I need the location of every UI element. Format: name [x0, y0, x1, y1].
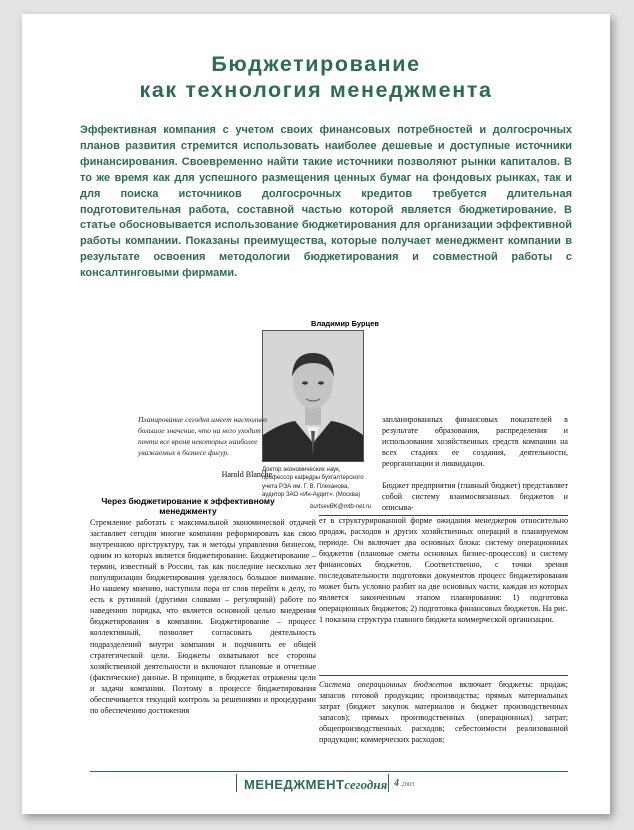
body-paragraph: ет в структурированной форме ожидания менеджеров относительно продаж, расходов и других хозяйственных операций в планируемом периоде. Он включает два основных блока: систему операционных бюджетов (плановые сметы основных бизнес-процессов) и систему финансовых бюджетов. Соответственно, с точки зрения последовательности подготовки документов процесс бюджетирования может быть условно разбит на две основных части, каждая из которых является законченным этапом планирования: 1) подготовка операционных бюджетов; 2) подготовка финансовых бюджетов. На рис. 1 показана структура главного бюджета коммерческой организации.: [319, 516, 568, 625]
author-portrait-image: [263, 331, 363, 461]
issue-year: 2003: [401, 781, 415, 788]
body-column-2-system: [319, 679, 568, 745]
section-heading: Через бюджетирование к эффективному менеджменту: [101, 496, 275, 516]
article-title-line-1: Бюджетирование: [211, 52, 421, 76]
epigraph-source: Harold Blanche: [221, 470, 272, 479]
author-caption: Доктор экономических наук, профессор кафедры бухгалтерского учета РЭА им. Г. В. Плеханова, аудитор ЗАО «Ин-Аудит». (Москва): [262, 467, 364, 499]
issue-number: [394, 778, 415, 789]
body-column-2-top: [382, 414, 568, 469]
body-paragraph: запланированных финансовых показателей в результате образования, распределения и использования хозяйственных средств компании на всех стадиях ее создания, деятельности, реорганизации и ликвидации.: [382, 415, 568, 469]
body-paragraph: Бюджет предприятия (главный бюджет) представляет собой систему взаимосвязанных бюджетов и описыва-: [382, 481, 568, 513]
term-italic: Система операционных бюджетов: [319, 680, 453, 689]
masthead-italic: сегодня: [344, 777, 388, 792]
body-column-2-bottom: [319, 515, 568, 625]
masthead-main: МЕНЕДЖМЕНТ: [244, 777, 345, 792]
issue-value: 4: [394, 778, 399, 789]
column-divider: [319, 675, 568, 676]
footer-divider: [388, 774, 389, 792]
author-photo: [262, 330, 364, 462]
body-paragraph: Стремление работать с максимальной экономической отдачей заставляет сегодня многие компании реформировать как свою внутреннюю оргструктуру, так и методы управления бизнесом, одним из которых является бюджетирование. Бюджетирование – термин, известный в России, так как последние несколько лет популяризации бюджетирования уделялось большое внимание. Но нашему мнению, наступила пора от слов перейти к делу, то есть к рутинной (другими словами – регулярной) работе по наведению порядка, что является основной целью внедрения бюджетирования в компании. Бюджетирование – процесс коллективный, позволяет согласовать деятельность подразделений внутри компании и подчинить ее общей стратегической цели. Бюджеты охватывают все стороны хозяйственной деятельности и включают плановые и отчетные (фактические) данные. В принципе, в бюджетах отражены цели и задачи компании. Поэтому в процессе бюджетирования обеспечивается текущий контроль за решениями и процедурами по обеспечению достижения: [90, 518, 316, 715]
body-text: включает бюджеты: продаж; запасов готовой продукции; производства; прямых материальных затрат (бюджет закупок материалов и бюджет производственных запасов); прямых производственных (операционных) затрат; общепроизводственных расходов; себестоимости реализованной продукции; коммерческих расходов;: [319, 680, 568, 745]
lead-paragraph: Эффективная компания с учетом своих финансовых потребностей и долгосрочных планов развития стремится использовать наиболее дешевые и доступные источники финансирования. Своевременно найти такие источники позволяют рынки капиталов. В то же время как для успешного размещения ценных бумаг на фондовых рынках, так и для поиска источников долгосрочных кредитов требуется длительная подготовительная работа, составной частью которой является бюджетирование. В статье обосновывается использование бюджетирования для организации эффективной работы компании. Показаны преимущества, которые получает менеджмент компании в результате освоения методологии бюджетирования и совместной работы с консалтинговыми фирмами.: [80, 124, 572, 280]
footer-divider: [236, 774, 237, 792]
epigraph-text: Планирование сегодня имеет настолько большое значение, что на него уходит почти все время некоторых наиболее уважаемых в бизнесе фигур.: [138, 415, 267, 457]
masthead-logo: [244, 777, 387, 793]
body-column-1: [90, 517, 316, 716]
author-email[interactable]: burtsevBK@mtb-net.ru: [310, 504, 372, 510]
footer-rule: [90, 771, 568, 772]
body-paragraph: [319, 679, 568, 745]
article-page: [22, 14, 610, 814]
body-column-2-middle: [382, 480, 568, 513]
article-title-line-2: как технология менеджмента: [139, 78, 493, 102]
author-name: Владимир Бурцев: [311, 319, 379, 328]
